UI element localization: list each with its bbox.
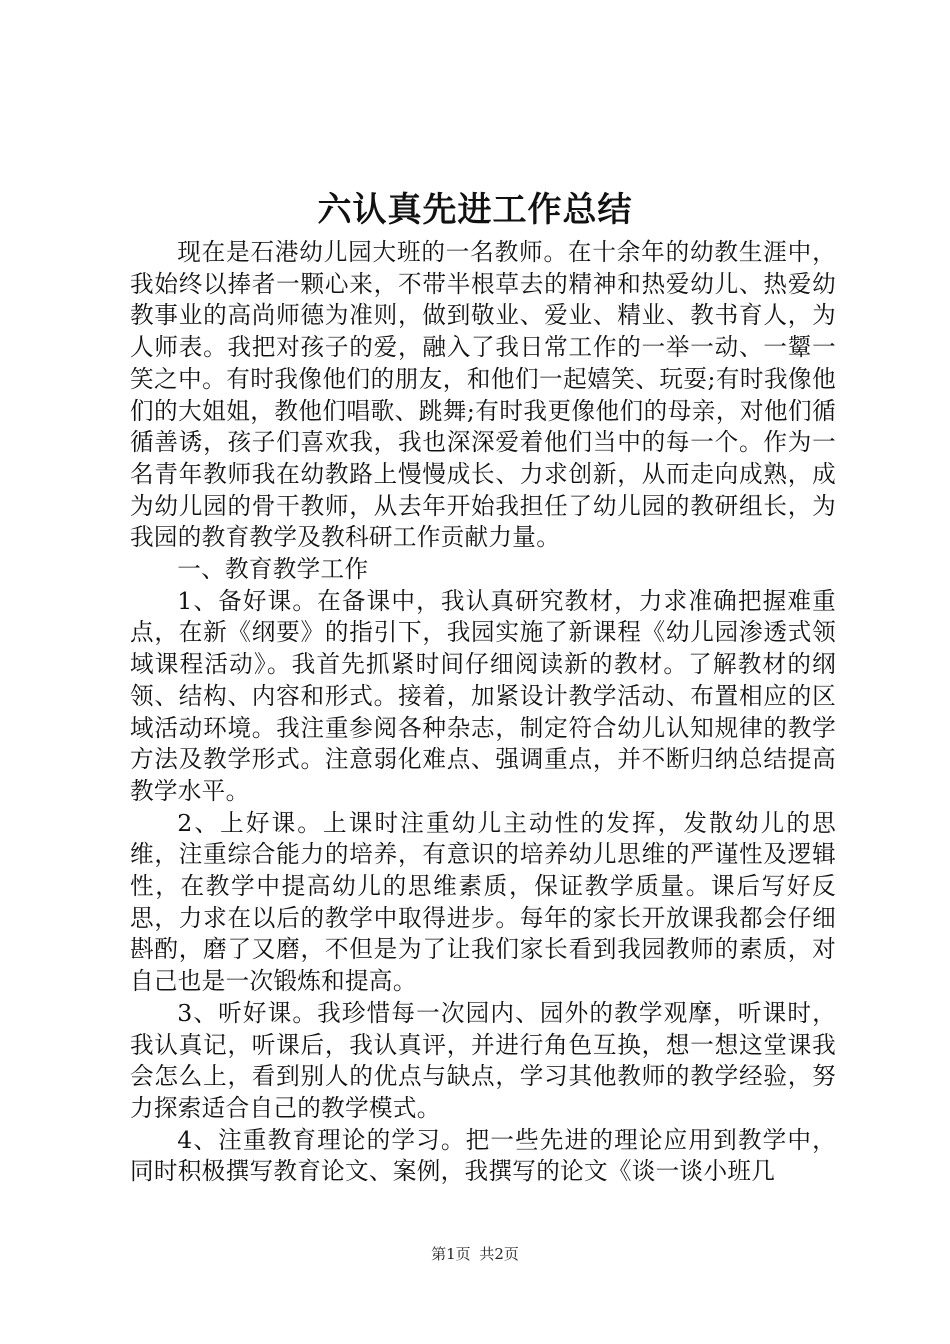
page-number: 第1页 (431, 1245, 471, 1263)
paragraph-prepare-lessons: 1、备好课。在备课中，我认真研究教材，力求准确把握难重点，在新《纲要》的指引下，我园实施了新课程《幼儿园渗透式领域课程活动》。我首先抓紧时间仔细阅读新的教材。了解教材的纲领、结构、内容和形式。接着，加紧设计教学活动、布置相应的区域活动环境。我注重参阅各种杂志，制定符合幼儿认知规律的教学方法及教学形式。注意弱化难点、强调重点，并不断归纳总结提高教学水平。 (130, 586, 836, 805)
paragraph-intro: 现在是石港幼儿园大班的一名教师。在十余年的幼教生涯中，我始终以捧者一颗心来，不带半根草去的精神和热爱幼儿、热爱幼教事业的高尚师德为准则，做到敬业、爱业、精业、教书育人，为人师表。我把对孩子的爱，融入了我日常工作的一举一动、一颦一笑之中。有时我像他们的朋友，和他们一起嬉笑、玩耍;有时我像他们的大姐姐，教他们唱歌、跳舞;有时我更像他们的母亲，对他们循循善诱，孩子们喜欢我，我也深深爱着他们当中的每一个。作为一名青年教师我在幼教路上慢慢成长、力求创新，从而走向成熟，成为幼儿园的骨干教师，从去年开始我担任了幼儿园的教研组长，为我园的教育教学及教科研工作贡献力量。 (130, 238, 836, 552)
document-title: 六认真先进工作总结 (317, 190, 633, 230)
paragraph-observe-lessons: 3、听好课。我珍惜每一次园内、园外的教学观摩，听课时，我认真记，听课后，我认真评，并进行角色互换，想一想这堂课我会怎么上，看到别人的优点与缺点，学习其他教师的教学经验，努力探索适合自己的教学模式。 (130, 998, 836, 1122)
page-footer (0, 1244, 950, 1264)
paragraph-teach-lessons: 2、上好课。上课时注重幼儿主动性的发挥，发散幼儿的思维，注重综合能力的培养，有意识的培养幼儿思维的严谨性及逻辑性，在教学中提高幼儿的思维素质，保证教学质量。课后写好反思，力求在以后的教学中取得进步。每年的家长开放课我都会仔细斟酌，磨了又磨，不但是为了让我们家长看到我园教师的素质，对自己也是一次锻炼和提高。 (130, 808, 836, 996)
section-heading-teaching: 一、教育教学工作 (177, 555, 369, 584)
document-body (130, 237, 836, 1188)
paragraph-theory-study: 4、注重教育理论的学习。把一些先进的理论应用到教学中，同时积极撰写教育论文、案例，我撰写的论文《谈一谈小班几 (130, 1125, 836, 1186)
page-total: 共2页 (479, 1245, 519, 1263)
